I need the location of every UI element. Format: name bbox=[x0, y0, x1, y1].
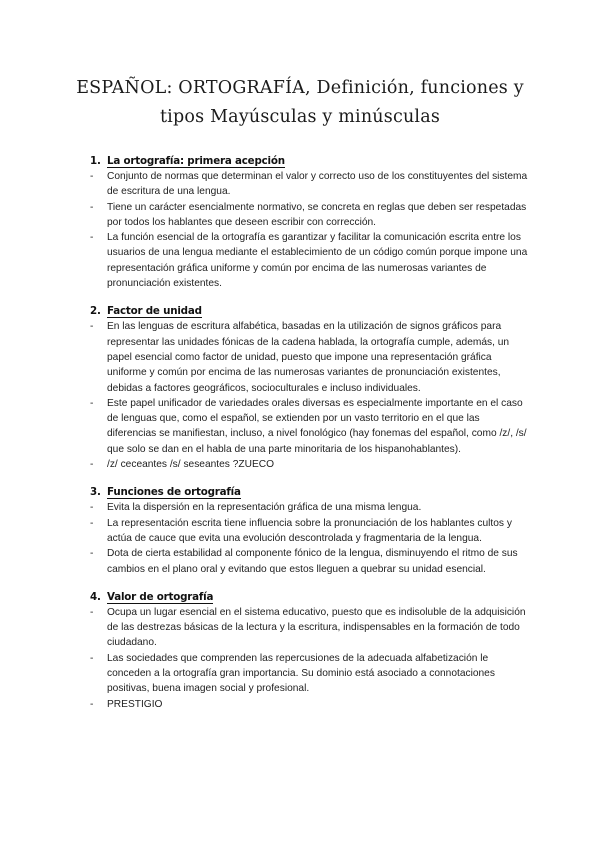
bullet-dash: - bbox=[90, 232, 94, 244]
section-heading bbox=[90, 485, 530, 499]
list-item bbox=[90, 500, 530, 515]
list-item-text: Dota de cierta estabilidad al componente fónico de la lengua, disminuyendo el ritmo de sus cambios en el plano oral y evitando que estos lleguen a quebrar su unidad esencial. bbox=[107, 548, 518, 575]
bullet-list bbox=[90, 169, 530, 291]
bullet-dash: - bbox=[90, 321, 94, 333]
list-item bbox=[90, 396, 530, 457]
list-item bbox=[90, 319, 530, 395]
section-heading bbox=[90, 590, 530, 604]
bullet-list bbox=[90, 319, 530, 472]
bullet-dash: - bbox=[90, 652, 94, 664]
section-heading bbox=[90, 304, 530, 318]
bullet-list bbox=[90, 605, 530, 712]
list-item-text: Ocupa un lugar esencial en el sistema educativo, puesto que es indisoluble de la adquisición de las destrezas básicas de la lectura y la escritura, indispensables en la formación de todo ciudadano. bbox=[107, 606, 526, 649]
page-title: ESPAÑOL: ORTOGRAFÍA, Definición, funciones y tipos Mayúsculas y minúsculas bbox=[76, 78, 524, 127]
list-item-text: Las sociedades que comprenden las repercusiones de la adecuada alfabetización le conceden a la ortografía gran importancia. Su dominio está asociado a connotaciones positivas, buena imagen social y profesional. bbox=[107, 652, 495, 695]
list-item-text: Tiene un carácter esencialmente normativo, se concreta en reglas que deben ser respetadas por todos los hablantes que deseen escribir con corrección. bbox=[107, 201, 527, 228]
list-item bbox=[90, 651, 530, 697]
list-item-text: Evita la dispersión en la representación gráfica de una misma lengua. bbox=[107, 502, 422, 514]
list-item bbox=[90, 546, 530, 577]
bullet-dash: - bbox=[90, 698, 94, 710]
list-item-text: /z/ ceceantes /s/ seseantes ?ZUECO bbox=[107, 459, 275, 471]
section-heading-text: Factor de unidad bbox=[107, 305, 202, 318]
section-number: 1. bbox=[90, 155, 101, 167]
list-item bbox=[90, 457, 530, 472]
section-1 bbox=[90, 154, 530, 291]
section-number: 4. bbox=[90, 590, 101, 603]
list-item bbox=[90, 516, 530, 547]
bullet-dash: - bbox=[90, 397, 94, 409]
list-item bbox=[90, 230, 530, 291]
section-heading-text: La ortografía: primera acepción bbox=[107, 155, 285, 167]
list-item bbox=[90, 605, 530, 651]
bullet-dash: - bbox=[90, 548, 94, 560]
section-heading bbox=[90, 154, 530, 168]
section-3 bbox=[90, 485, 530, 576]
section-4 bbox=[90, 590, 530, 712]
bullet-dash: - bbox=[90, 606, 94, 618]
sections-container bbox=[90, 154, 530, 725]
list-item-text: Este papel unificador de variedades orales diversas es especialmente importante en el caso de lenguas que, como el español, se extienden por un vasto territorio en el que las diferencias se manifiestan, incluso, a nivel fonológico (hay fonemas del español, como /z/, /s/ que solo se dan en el habla de una parte minoritaria de los hispanohablantes). bbox=[107, 397, 527, 455]
bullet-dash: - bbox=[90, 171, 94, 182]
section-number: 3. bbox=[90, 486, 101, 499]
section-heading-text: Valor de ortografía bbox=[107, 590, 214, 603]
section-number: 2. bbox=[90, 305, 101, 318]
bullet-list bbox=[90, 500, 530, 576]
list-item-text: PRESTIGIO bbox=[107, 698, 163, 710]
list-item bbox=[90, 169, 530, 200]
section-heading-text: Funciones de ortografía bbox=[107, 486, 241, 499]
bullet-dash: - bbox=[90, 201, 94, 213]
list-item-text: La función esencial de la ortografía es garantizar y facilitar la comunicación escrita entre los usuarios de una lengua mediante el establecimiento de un código común porque impone una representación gráfica uniforme y común por encima de las numerosas variantes de pronunciación existentes. bbox=[107, 232, 528, 290]
list-item bbox=[90, 200, 530, 231]
list-item-text: La representación escrita tiene influencia sobre la pronunciación de los hablantes cultos y actúa de cauce que evita una evolución descontrolada y fragmentaria de la lengua. bbox=[107, 517, 512, 544]
list-item-text: En las lenguas de escritura alfabética, basadas en la utilización de signos gráficos para representar las unidades fónicas de la cadena hablada, la ortografía cumple, además, un papel esencial como factor de unidad, puesto que impone una representación gráfica uniforme y común por encima de las numerosas variantes de pronunciación existentes, debidas a factores geográficos, socioculturales e incluso individuales. bbox=[107, 321, 510, 394]
list-item bbox=[90, 697, 530, 712]
bullet-dash: - bbox=[90, 502, 94, 514]
bullet-dash: - bbox=[90, 517, 94, 529]
section-2 bbox=[90, 304, 530, 472]
bullet-dash: - bbox=[90, 459, 94, 471]
list-item-text: Conjunto de normas que determinan el valor y correcto uso de los constituyentes del sistema de escritura de una lengua. bbox=[107, 171, 528, 198]
